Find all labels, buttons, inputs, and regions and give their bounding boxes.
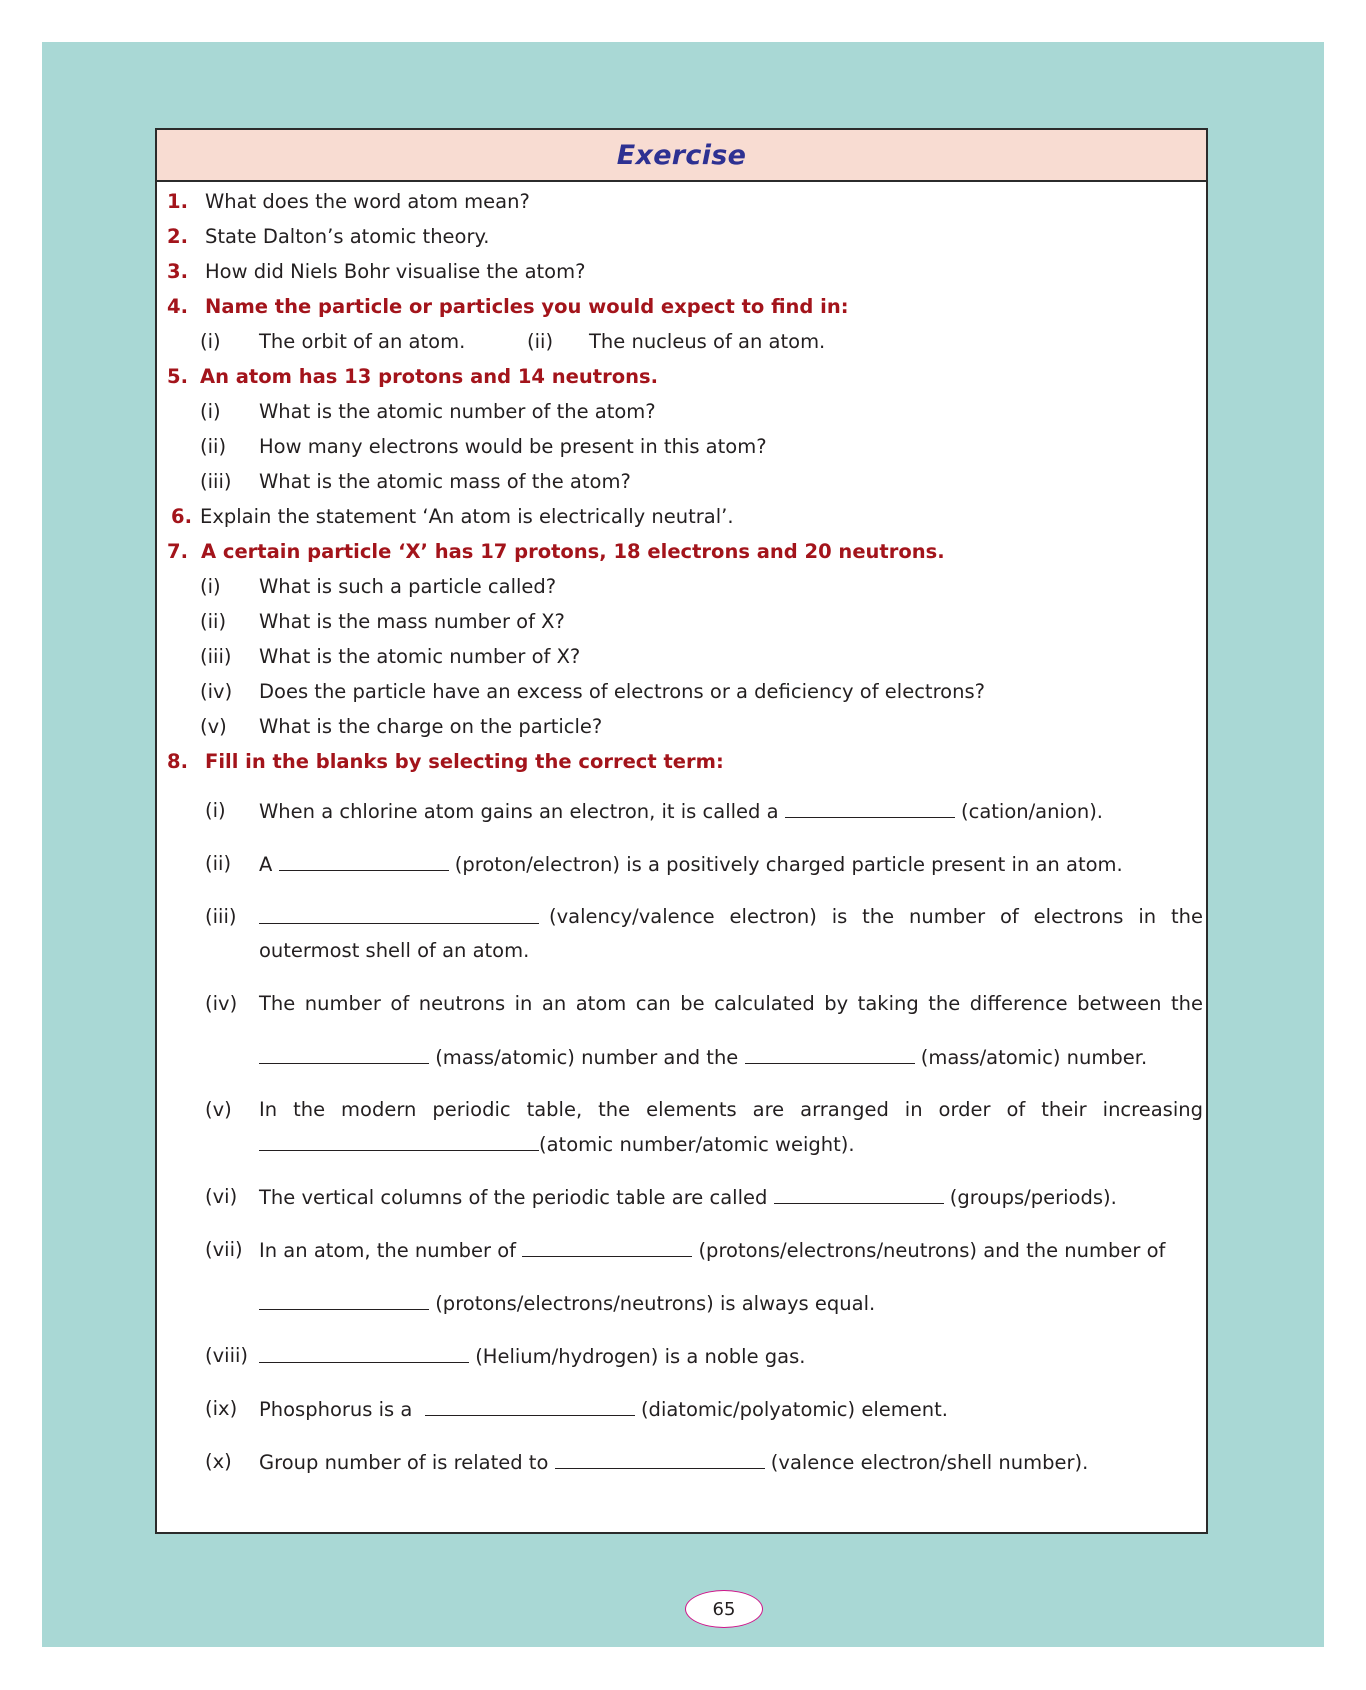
answer-blank: [259, 1291, 429, 1310]
question-text: State Dalton’s atomic theory.: [205, 225, 490, 248]
part-number: (vii): [205, 1238, 243, 1261]
part-text: The nucleus of an atom.: [589, 330, 826, 353]
part-number: (ii): [205, 852, 232, 875]
fill-blank-sentence: [259, 1450, 1088, 1475]
fill-blank-sentence: [259, 1045, 1147, 1070]
answer-blank: [522, 1238, 692, 1257]
answer-blank: [425, 1397, 635, 1416]
exercise-box: [155, 128, 1208, 1534]
part-number: (v): [200, 715, 227, 738]
question-text: An atom has 13 protons and 14 neutrons.: [200, 365, 659, 388]
part-text: The orbit of an atom.: [259, 330, 466, 353]
text-before-blank: The number of neutrons in an atom can be calculated by taking the difference between the: [259, 992, 1203, 1015]
fill-blank-sentence: [259, 852, 1123, 877]
part-number: (iv): [200, 680, 233, 703]
fill-blank-sentence: [259, 1238, 1165, 1263]
text-after-blank: (cation/anion).: [960, 800, 1104, 823]
text-after-blank: (diatomic/polyatomic) element.: [640, 1398, 948, 1421]
answer-blank: [259, 1045, 429, 1064]
question-number: 2.: [167, 225, 188, 248]
question-number: 1.: [167, 190, 188, 213]
text-after-blank: (valency/valence electron) is the number of electrons in the: [549, 905, 1203, 928]
part-number: (v): [205, 1098, 232, 1121]
part-text: What is the charge on the particle?: [259, 715, 603, 738]
part-number: (i): [205, 799, 226, 822]
part-text: What is the atomic number of X?: [259, 645, 581, 668]
part-number: (ii): [200, 435, 227, 458]
part-number: (ii): [200, 610, 227, 633]
question-number: 4.: [167, 295, 188, 318]
answer-blank: [259, 905, 539, 924]
question-text: Explain the statement ‘An atom is electrically neutral’.: [200, 505, 734, 528]
fill-blank-sentence: [259, 1291, 875, 1316]
text-after-blank: (mass/atomic) number.: [920, 1046, 1148, 1069]
question-number: 5.: [167, 365, 188, 388]
question-number: 3.: [167, 260, 188, 283]
part-text: What is such a particle called?: [259, 575, 557, 598]
part-number: (ix): [205, 1397, 238, 1420]
fill-blank-sentence: [259, 1132, 855, 1157]
fill-blank-sentence: [259, 1397, 948, 1422]
question-text: A certain particle ‘X’ has 17 protons, 18 electrons and 20 neutrons.: [201, 540, 945, 563]
text-before-blank: In the modern periodic table, the elements are arranged in order of their increasing: [259, 1098, 1203, 1121]
part-text: How many electrons would be present in this atom?: [259, 435, 767, 458]
question-number: 6.: [171, 505, 192, 528]
question-number: 7.: [167, 540, 188, 563]
text-before-blank: Phosphorus is a: [259, 1398, 413, 1421]
part-text: Does the particle have an excess of electrons or a deficiency of electrons?: [259, 680, 985, 703]
text-before-blank: In an atom, the number of: [259, 1239, 517, 1262]
part-number: (ii): [527, 330, 554, 353]
part-number: (vi): [205, 1185, 238, 1208]
question-text: What does the word atom mean?: [205, 190, 530, 213]
fill-blank-sentence: [259, 905, 539, 930]
text-after-blank: (Helium/hydrogen) is a noble gas.: [475, 1345, 806, 1368]
exercise-header: [157, 130, 1206, 182]
text-before-blank: The vertical columns of the periodic table are called: [259, 1186, 768, 1209]
fill-blank-sentence: [259, 1185, 1117, 1210]
fill-blank-sentence: [259, 799, 1103, 824]
answer-blank: [259, 1132, 539, 1151]
part-number: (i): [200, 400, 221, 423]
part-number: (iv): [205, 992, 238, 1015]
part-text: What is the atomic number of the atom?: [259, 400, 656, 423]
answer-blank: [555, 1450, 765, 1469]
part-number: (i): [200, 330, 221, 353]
text-continued: outermost shell of an atom.: [259, 939, 530, 962]
page-number-text: 65: [712, 1598, 736, 1620]
part-number: (viii): [205, 1344, 249, 1367]
text-before-blank: When a chlorine atom gains an electron, it is called a: [259, 800, 779, 823]
part-text: What is the mass number of X?: [259, 610, 565, 633]
question-number: 8.: [167, 750, 188, 773]
answer-blank: [745, 1045, 915, 1064]
part-text: What is the atomic mass of the atom?: [259, 470, 631, 493]
answer-blank: [279, 852, 449, 871]
exercise-title: Exercise: [616, 139, 747, 171]
text-after-blank: (protons/electrons/neutrons) and the number of: [698, 1239, 1166, 1262]
part-number: (iii): [205, 905, 237, 928]
part-number: (iii): [200, 470, 232, 493]
question-text: Name the particle or particles you would expect to find in:: [205, 295, 849, 318]
answer-blank: [774, 1185, 944, 1204]
text-between-blanks: (mass/atomic) number and the: [435, 1046, 739, 1069]
question-text: Fill in the blanks by selecting the correct term:: [205, 750, 724, 773]
fill-blank-sentence: [259, 1344, 805, 1369]
text-after-blank: (protons/electrons/neutrons) is always equal.: [435, 1292, 876, 1315]
text-after-blank: (groups/periods).: [949, 1186, 1117, 1209]
part-number: (i): [200, 575, 221, 598]
text-before-blank: Group number of is related to: [259, 1451, 549, 1474]
part-number: (x): [205, 1450, 232, 1473]
text-before-blank: A: [259, 853, 273, 876]
page-background: [42, 42, 1324, 1647]
page-number: [685, 1590, 763, 1628]
answer-blank: [259, 1344, 469, 1363]
text-after-blank: (atomic number/atomic weight).: [539, 1133, 855, 1156]
answer-blank: [785, 799, 955, 818]
part-number: (iii): [200, 645, 232, 668]
text-after-blank: (valence electron/shell number).: [770, 1451, 1089, 1474]
question-text: How did Niels Bohr visualise the atom?: [205, 260, 586, 283]
text-after-blank: (proton/electron) is a positively charged particle present in an atom.: [454, 853, 1123, 876]
